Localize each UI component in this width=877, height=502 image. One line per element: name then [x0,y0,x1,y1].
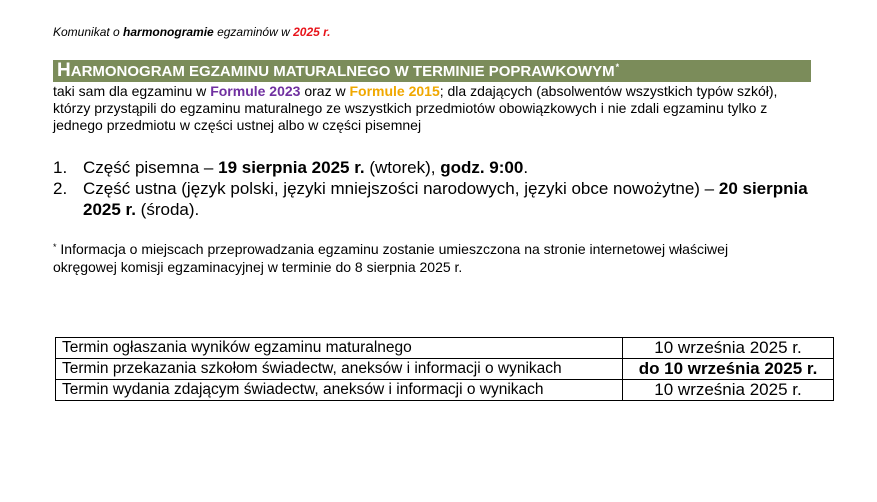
formula-2023-label: Formule 2023 [210,83,301,99]
list-text [83,178,813,220]
table-cell-label: Termin przekazania szkołom świadectw, aneksów i informacji o wynikach [56,359,623,380]
header-year: 2025 r. [293,25,331,39]
table-row [56,359,834,380]
list-number: 2. [53,179,68,198]
footnote-text: Informacja o miejscach przeprowadzania egzaminu zostanie umieszczona na stronie internetowej właściwej okręgowej komisji egzaminacyjnej w terminie do 8 sierpnia 2025 r. [53,241,729,275]
table-cell-label: Termin ogłaszania wyników egzaminu maturalnego [56,338,623,359]
oral-part-day: (środa). [135,200,200,219]
intro-part3: ; dla zdających (absolwentów wszystkich typów szkół), którzy przystąpili do egzaminu maturalnego ze wszystkich przedmiotów obowiązkowych i nie zdali egzaminu tylko z jednego przedmiotu w części ustnej albo w części pisemnej [53,83,778,133]
table-cell-date: do 10 września 2025 r. [623,359,834,380]
table-cell-label: Termin wydania zdającym świadectw, aneksów i informacji o wynikach [56,380,623,401]
list-item-written [53,157,813,178]
header-bold-word: harmonogramie [123,25,214,39]
table-cell-date: 10 września 2025 r. [623,380,834,401]
written-part-time: godz. 9:00 [440,158,524,177]
table-row [56,338,834,359]
results-dates-table [55,337,834,401]
list-number: 1. [53,158,68,177]
written-part-label: Część pisemna – [83,158,219,177]
title-first-letter: H [57,60,71,81]
intro-part1: taki sam dla egzaminu w [53,83,211,99]
table-row [56,380,834,401]
list-item-oral [53,178,813,220]
oral-part-date: 20 sierpnia 2025 r. [83,179,808,219]
footnote [53,240,793,276]
written-part-day: (wtorek), [364,158,441,177]
header-middle: egzaminów w [213,25,294,39]
title-rest: ARMONOGRAM EGZAMINU MATURALNEGO W TERMINIE POPRAWKOWYM [70,63,615,80]
written-part-date: 19 sierpnia 2025 r. [218,158,365,177]
announcement-header [53,25,330,39]
table-cell-date: 10 września 2025 r. [623,338,834,359]
exam-schedule-list [53,157,813,220]
schedule-title-bar [53,60,811,82]
intro-part2: oraz w [300,83,350,99]
formula-2015-label: Formule 2015 [349,83,440,99]
header-prefix: Komunikat o [53,25,124,39]
title-footnote-mark: * [615,62,620,72]
oral-part-label: Część ustna (język polski, języki mniejszości narodowych, języki obce nowożytne) – [83,179,719,198]
written-part-end: . [523,158,529,177]
footnote-mark: * [53,242,57,252]
intro-paragraph [53,83,793,134]
list-text [83,157,528,178]
